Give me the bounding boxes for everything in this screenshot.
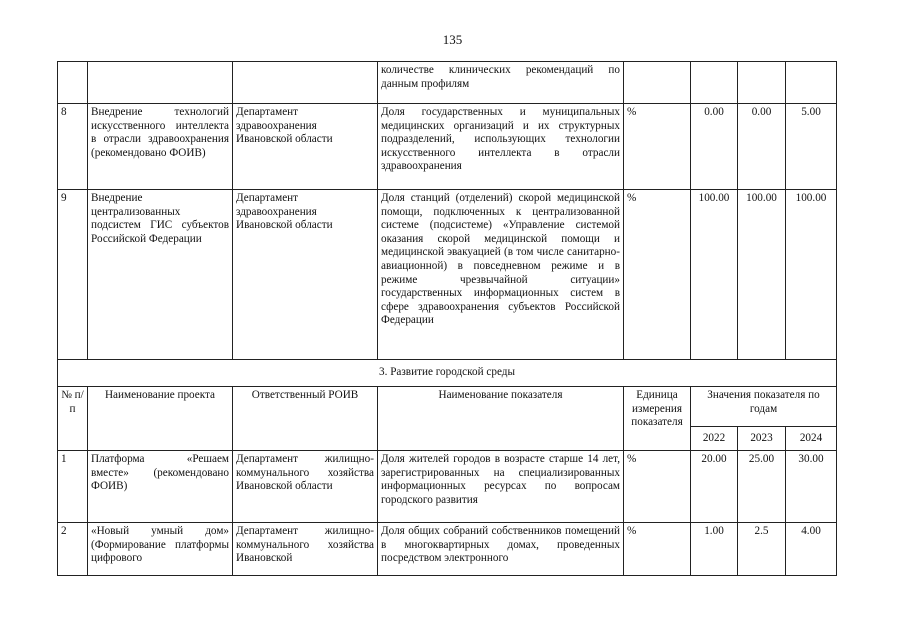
- cell-2023: 0.00: [738, 104, 786, 190]
- table-row: [58, 104, 837, 190]
- cell-roiv: Департамент здравоохранения Ивановской области: [233, 190, 378, 360]
- cell-indicator: Доля общих собраний собственников помещений в многоквартирных домах, проведенных посредством электронного: [378, 523, 624, 576]
- table-row: [58, 523, 837, 576]
- header-values-title: Значения показателя по годам: [691, 387, 837, 427]
- cell-indicator: Доля государственных и муниципальных медицинских организаций и их структурных подразделений, использующих технологии искусственного интеллекта в отрасли здравоохранения: [378, 104, 624, 190]
- page-number: 135: [442, 32, 463, 47]
- cell-num: 2: [58, 523, 88, 576]
- table-row-continuation: [58, 62, 837, 104]
- header-indicator: Наименование показателя: [378, 387, 624, 451]
- cell-indicator: количестве клинических рекомендаций по данным профилям: [378, 62, 624, 104]
- cell-num: 1: [58, 451, 88, 523]
- cell-2024: 100.00: [786, 190, 837, 360]
- cell-unit: %: [624, 190, 691, 360]
- cell-unit: [624, 62, 691, 104]
- header-unit: Единица измерения показателя: [624, 387, 691, 451]
- cell-num: [58, 62, 88, 104]
- section-title: 3. Развитие городской среды: [58, 360, 837, 387]
- cell-2024: 30.00: [786, 451, 837, 523]
- cell-2023: [738, 62, 786, 104]
- cell-num: 8: [58, 104, 88, 190]
- cell-project: Внедрение централизованных подсистем ГИС субъектов Российской Федерации: [88, 190, 233, 360]
- cell-2022: [691, 62, 738, 104]
- cell-indicator: Доля жителей городов в возрасте старше 14 лет, зарегистрированных на специализированных информационных ресурсах по вопросам городского развития: [378, 451, 624, 523]
- table-row: [58, 190, 837, 360]
- cell-2024: 5.00: [786, 104, 837, 190]
- header-row: [58, 387, 837, 427]
- cell-num: 9: [58, 190, 88, 360]
- cell-roiv: [233, 62, 378, 104]
- header-year-2024: 2024: [786, 427, 837, 451]
- cell-roiv: Департамент жилищно-коммунального хозяйства Ивановской области: [233, 451, 378, 523]
- cell-2022: 100.00: [691, 190, 738, 360]
- table-row: [58, 451, 837, 523]
- header-year-2023: 2023: [738, 427, 786, 451]
- cell-2023: 25.00: [738, 451, 786, 523]
- cell-unit: %: [624, 451, 691, 523]
- header-year-2022: 2022: [691, 427, 738, 451]
- header-project: Наименование проекта: [88, 387, 233, 451]
- header-roiv: Ответственный РОИВ: [233, 387, 378, 451]
- cell-2023: 2.5: [738, 523, 786, 576]
- cell-2022: 0.00: [691, 104, 738, 190]
- cell-2022: 20.00: [691, 451, 738, 523]
- section-row: [58, 360, 837, 387]
- cell-roiv: Департамент здравоохранения Ивановской области: [233, 104, 378, 190]
- cell-project: Платформа «Решаем вместе» (рекомендовано ФОИВ): [88, 451, 233, 523]
- header-num: № п/п: [58, 387, 88, 451]
- cell-2023: 100.00: [738, 190, 786, 360]
- cell-project: [88, 62, 233, 104]
- cell-unit: %: [624, 523, 691, 576]
- indicators-table: [57, 61, 837, 576]
- cell-roiv: Департамент жилищно-коммунального хозяйства Ивановской: [233, 523, 378, 576]
- cell-unit: %: [624, 104, 691, 190]
- cell-2022: 1.00: [691, 523, 738, 576]
- cell-2024: [786, 62, 837, 104]
- cell-project: «Новый умный дом» (Формирование платформы цифрового: [88, 523, 233, 576]
- cell-project: Внедрение технологий искусственного интеллекта в отрасли здравоохранения (рекомендовано ФОИВ): [88, 104, 233, 190]
- cell-indicator: Доля станций (отделений) скорой медицинской помощи, подключенных к централизованной системе (подсистеме) «Управление системой оказания скорой медицинской помощи и медицинской эвакуацией (в том числе санитарно-авиационной) в повседневном режиме и в режиме чрезвычайной ситуации» государственных информационных систем в сфере здравоохранения субъектов Российской Федерации: [378, 190, 624, 360]
- cell-2024: 4.00: [786, 523, 837, 576]
